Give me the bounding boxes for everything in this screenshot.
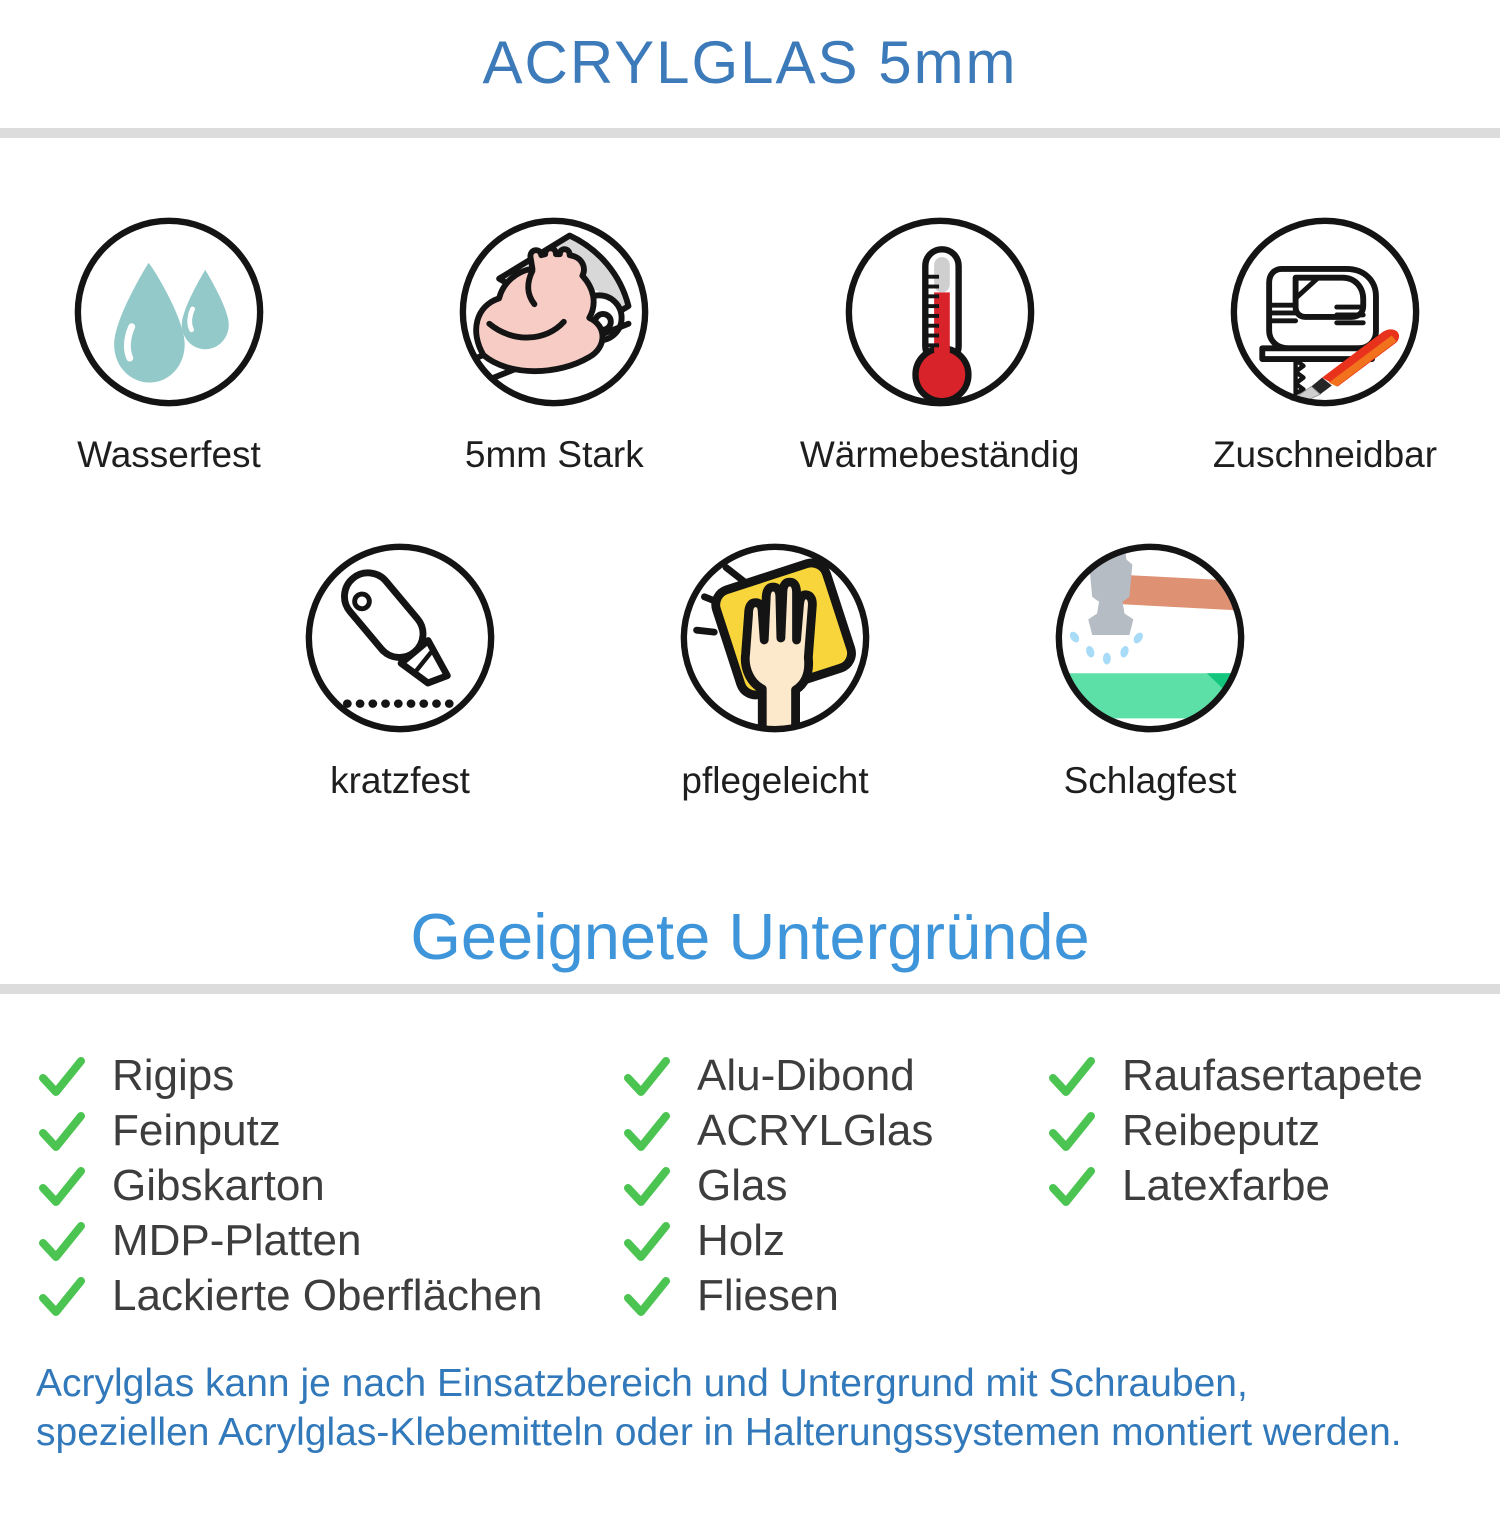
thermometer-icon — [842, 214, 1038, 410]
list-item-label: Holz — [697, 1215, 786, 1265]
list-item-label: ACRYLGlas — [697, 1105, 934, 1155]
list-item — [623, 1048, 1048, 1103]
check-icon — [1048, 1162, 1096, 1210]
check-icon — [1048, 1107, 1096, 1155]
surfaces-column-1 — [38, 1048, 623, 1323]
list-item — [38, 1103, 623, 1158]
feature-label: 5mm Stark — [464, 434, 644, 475]
check-icon — [38, 1272, 86, 1320]
feature-schlagfest — [985, 540, 1315, 802]
page-title: ACRYLGLAS 5mm — [482, 29, 1018, 96]
section-heading: Geeignete Untergründe — [410, 900, 1090, 973]
list-item-label: Rigips — [112, 1050, 235, 1100]
check-icon — [623, 1272, 671, 1320]
divider-bar — [0, 984, 1500, 994]
divider-bar — [0, 128, 1500, 138]
list-item-label: MDP-Platten — [112, 1215, 362, 1265]
cleaning-hand-icon — [677, 540, 873, 736]
list-item-label: Gibskarton — [112, 1160, 325, 1210]
feature-kratzfest — [235, 540, 565, 802]
list-item-label: Latexfarbe — [1122, 1160, 1330, 1210]
surfaces-list — [38, 1048, 1500, 1323]
feature-label: Wärmebeständig — [799, 434, 1080, 475]
list-item-label: Lackierte Oberflächen — [112, 1270, 543, 1320]
footer-note — [36, 1359, 1464, 1457]
list-item-label: Alu-Dibond — [697, 1050, 915, 1100]
check-icon — [38, 1217, 86, 1265]
feature-label: Schlagfest — [1063, 760, 1237, 801]
feature-label: Zuschneidbar — [1212, 434, 1438, 475]
check-icon — [623, 1052, 671, 1100]
list-item-label: Feinputz — [112, 1105, 281, 1155]
feature-5mm-stark — [389, 214, 719, 476]
list-item — [38, 1268, 623, 1323]
list-item — [38, 1048, 623, 1103]
list-item — [1048, 1103, 1488, 1158]
list-item-label: Reibeputz — [1122, 1105, 1321, 1155]
check-icon — [623, 1107, 671, 1155]
surfaces-column-3 — [1048, 1048, 1488, 1323]
feature-wasserfest — [4, 214, 334, 476]
list-item-label: Fliesen — [697, 1270, 839, 1320]
list-item — [623, 1213, 1048, 1268]
list-item — [623, 1103, 1048, 1158]
list-item-label: Raufasertapete — [1122, 1050, 1423, 1100]
muscle-arm-icon — [456, 214, 652, 410]
check-icon — [1048, 1052, 1096, 1100]
feature-waermebestaendig — [775, 214, 1105, 476]
utility-knife-icon — [302, 540, 498, 736]
features-row-2 — [235, 540, 1500, 802]
list-item — [38, 1158, 623, 1213]
feature-zuschneidbar — [1160, 214, 1490, 476]
surfaces-column-2 — [623, 1048, 1048, 1323]
check-icon — [623, 1217, 671, 1265]
footer-line-1: Acrylglas kann je nach Einsatzbereich und Untergrund mit Schrauben, — [36, 1362, 1248, 1405]
list-item — [1048, 1048, 1488, 1103]
check-icon — [38, 1107, 86, 1155]
list-item-label: Glas — [697, 1160, 788, 1210]
jigsaw-icon — [1227, 214, 1423, 410]
check-icon — [38, 1162, 86, 1210]
feature-label: Wasserfest — [77, 434, 261, 475]
hammer-icon — [1052, 540, 1248, 736]
check-icon — [38, 1052, 86, 1100]
features-row-1 — [0, 214, 1500, 476]
feature-label: kratzfest — [330, 760, 470, 801]
water-drops-icon — [71, 214, 267, 410]
list-item — [623, 1158, 1048, 1213]
feature-pflegeleicht — [610, 540, 940, 802]
list-item — [38, 1213, 623, 1268]
list-item — [1048, 1158, 1488, 1213]
list-item — [623, 1268, 1048, 1323]
check-icon — [623, 1162, 671, 1210]
feature-label: pflegeleicht — [681, 760, 869, 801]
footer-line-2: speziellen Acrylglas-Klebemitteln oder in Halterungssystemen montiert werden. — [36, 1411, 1402, 1454]
